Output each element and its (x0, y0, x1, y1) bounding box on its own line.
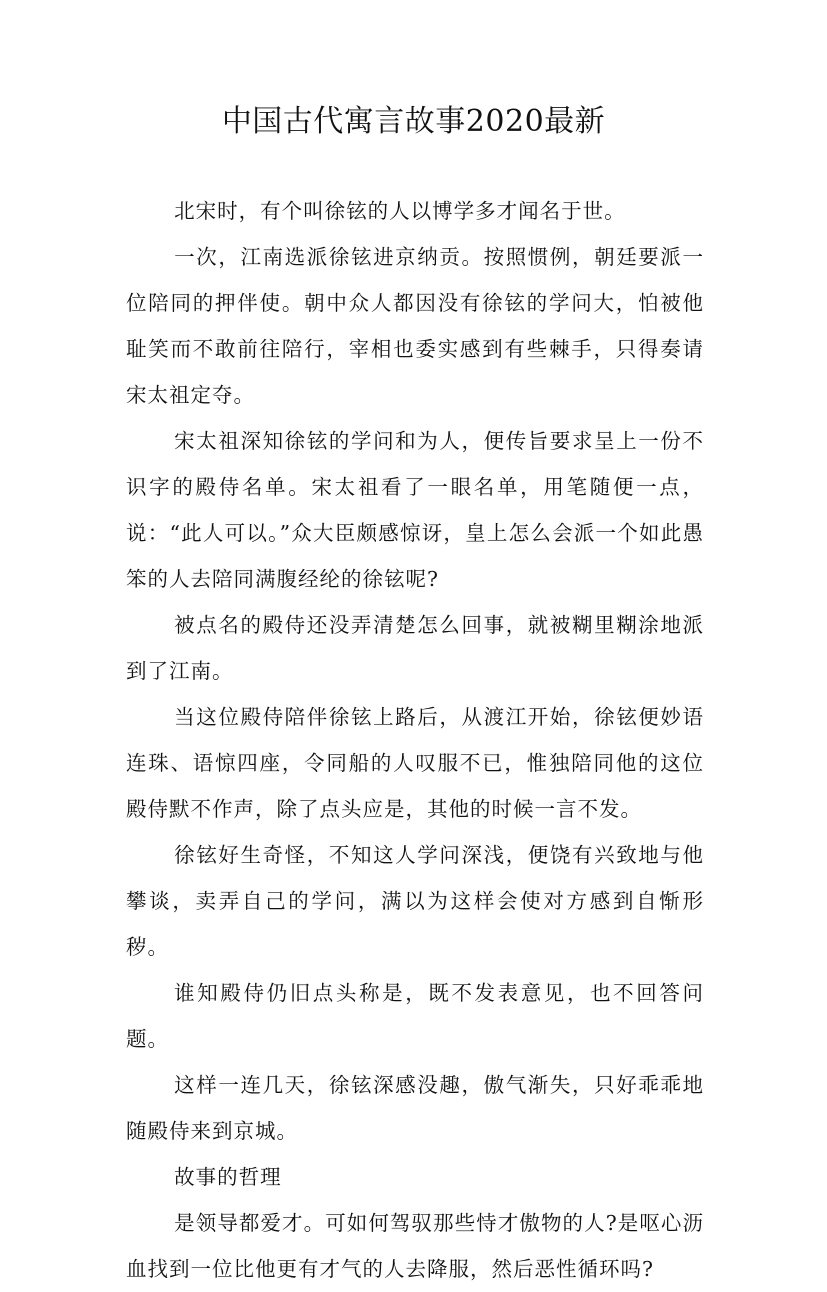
paragraph: 被点名的殿侍还没弄清楚怎么回事，就被糊里糊涂地派到了江南。 (126, 613, 704, 683)
document-body (126, 188, 704, 1292)
paragraph: 是领导都爱才。可如何驾驭那些恃才傲物的人?是呕心沥血找到一位比他更有才气的人去降服，然后恶性循环吗? (126, 1211, 704, 1281)
paragraph: 北宋时，有个叫徐铉的人以博学多才闻名于世。 (174, 199, 626, 223)
paragraph: 当这位殿侍陪伴徐铉上路后，从渡江开始，徐铉便妙语连珠、语惊四座，令同船的人叹服不已，惟独陪同他的这位殿侍默不作声，除了点头应是，其他的时候一言不发。 (126, 705, 704, 821)
document-title: 中国古代寓言故事2020最新 (221, 104, 606, 139)
section-heading: 故事的哲理 (174, 1165, 282, 1189)
paragraph: 宋太祖深知徐铉的学问和为人，便传旨要求呈上一份不识字的殿侍名单。宋太祖看了一眼名单，用笔随便一点，说：“此人可以。”众大臣颇感惊讶，皇上怎么会派一个如此愚笨的人去陪同满腹经纶的徐铉呢? (126, 429, 704, 591)
paragraph: 徐铉好生奇怪，不知这人学问深浅，便饶有兴致地与他攀谈，卖弄自己的学问，满以为这样会使对方感到自惭形秽。 (126, 843, 704, 959)
paragraph: 这样一连几天，徐铉深感没趣，傲气渐失，只好乖乖地随殿侍来到京城。 (126, 1073, 704, 1143)
paragraph: 一次，江南选派徐铉进京纳贡。按照惯例，朝廷要派一位陪同的押伴使。朝中众人都因没有徐铉的学问大，怕被他耻笑而不敢前往陪行，宰相也委实感到有些棘手，只得奏请宋太祖定夺。 (126, 245, 704, 407)
paragraph: 谁知殿侍仍旧点头称是，既不发表意见，也不回答问题。 (126, 981, 704, 1051)
